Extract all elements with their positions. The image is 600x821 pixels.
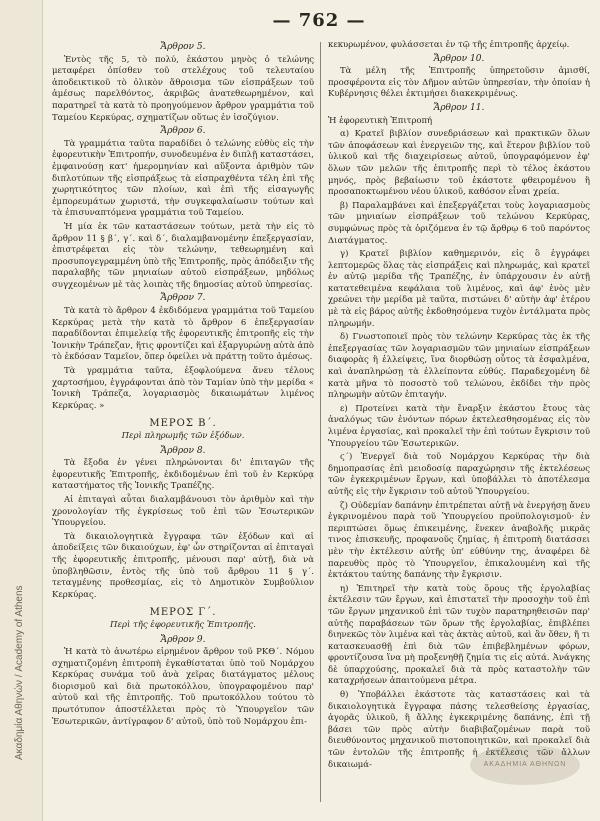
paragraph: γ) Κρατεῖ βιβλίον καθημερινόν, εἰς ὃ ἐγγράφει λεπτομερῶς ὅλας τὰς εἰσπράξεις καὶ πληρωμάς, καὶ κρατεῖ ἐν αὐτῷ μερίδα τῆς Τραπέζης, ἐν ὑπάρχουσιν ἐν αὐτῇ κατατεθειμένα κεφάλαια τοῦ λιμένος, καὶ ἀφ' ἑνὸς μὲν χρεώνει τὴν μερίδα μὲ ταῦτα, πιστώνει δ' αὐτὴν ἀφ' ἑτέρου μὲ τὰ εἰς βάρος αὐτῆς ἐκδοθησόμενα τυχὸν ἐντάλματα πρὸς πληρωμήν. (328, 249, 590, 329)
column-divider (320, 42, 321, 802)
article-heading: Ἄρθρον 8. (160, 445, 206, 456)
article-heading: Ἄρθρον 9. (160, 634, 206, 645)
article-heading: Ἄρθρον 6. (160, 126, 206, 137)
paragraph: Τὰ ἔξοδα ἐν γένει πληρώνονται δι' ἐπιταγῶν τῆς ἐφορευτικῆς Ἐπιτροπῆς, ἐκδιδομένων ἐπὶ τοῦ ἐν Κερκύρᾳ καταστήματος τῆς Ἰονικῆς Τραπέζης. (52, 458, 314, 492)
paragraph: δ) Γνωστοποιεῖ πρὸς τὸν τελώνην Κερκύρας τὰς ἐκ τῆς ἐπεξεργασίας τῶν λογαριασμῶν τῶν μηνιαίων εἰσπράξεων διαφορὰς ἢ ἐλλείψεις, ἵνα διορθώσῃ οὗτος τὰ ἐσφαλμένα, καὶ ἀναπληρώσῃ τὰ ἐλλείποντα εὐθύς. Παραδεχομένη δὲ κατὰ μῆνα τὸ ποσοστὸ τοῦ τελώνου, ἐκδίδει τὴν πρὸς πληρωμὴν αὐτῶν ἐπιταγήν. (328, 332, 590, 401)
paragraph: Τὰ μέλη τῆς Ἐπιτροπῆς ὑπηρετοῦσιν ἀμισθί, προσφέροντα εἰς τὸν Δῆμον αὐτῶν ὑπηρεσίαν, τὴν ὁποίαν ἡ Κυβέρνησις θέλει ἐκτιμήσει διακεκριμένως. (328, 66, 590, 100)
paragraph: ϛ΄) Ἐνεργεῖ διὰ τοῦ Νομάρχου Κερκύρας τὴν διὰ δημοπρασίας ἐπὶ μειοδοσίᾳ παραχώρησιν τῆς ἐκτελέσεως τῶν ἐγκεκριμένων ἔργων, καὶ ὑποβάλλει τὸ ἀποτέλεσμα αὐτῆς εἰς τὴν ἔγκρισιν τοῦ αὐτοῦ Ὑπουργείου. (328, 452, 590, 497)
library-stamp: ΑΚΑΔΗΜΙΑ ΑΘΗΝΩΝ (470, 745, 580, 785)
paragraph: Τὰ δικαιολογητικὰ ἔγγραφα τῶν ἐξόδων καὶ αἱ ἀποδείξεις τῶν δικαιούχων, ἐφ' ὧν στηρίζονται αἱ ἐπιταγαὶ τῆς ἐφορευτικῆς ἐπιτροπῆς, μένουσι παρ' αὐτῇ, διὰ νὰ ὑποβληθῶσιν, ἐντὸς τῆς ὑπὸ τοῦ ἄρθρου 11 § γ΄. τεταγμένης προθεσμίας, εἰς τὸ Δημοτικὸν Συμβούλιον Κερκύρας. (52, 531, 314, 600)
article-heading: Ἄρθρον 7. (160, 293, 206, 304)
section-subtitle: Περὶ τῆς ἐφορευτικῆς Ἐπιτροπῆς. (110, 619, 256, 630)
page-number: — 762 — (272, 10, 366, 31)
lead-paragraph: Ἡ ἐφορευτικὴ Ἐπιτροπή (328, 115, 433, 126)
article-heading: Ἄρθρον 5. (160, 42, 206, 52)
part-heading: ΜΕΡΟΣ Γ΄. (149, 607, 217, 619)
paragraph: Αἱ ἐπιταγαὶ αὗται διαλαμβάνουσι τὸν ἀριθμὸν καὶ τὴν χρονολογίαν τῆς ἐγκρίσεως τοῦ ἐπὶ τῶν Ἐσωτερικῶν Ὑπουργείου. (52, 494, 314, 529)
paragraph: Ἐντὸς τῆς 5, τὸ πολύ, ἑκάστου μηνὸς ὁ τελώνης μεταφέρει ὀπίσθεν τοῦ στελέχους τοῦ τελευταίου ἀποδεικτικοῦ τὸ ὁλικὸν ἄθροισμα τῶν εἰσπράξεων τοῦ ἀμέσως παρελθόντος, ἀκριβῶς ἀνατεθεωρημένον, καὶ παρατηρεῖ τὰ κατὰ τὸ προηγούμενον ἄρθρον γραμμάτια τοῦ Ταμείου Κερκύρας, σχηματίζων οὕτως ἐν ἰσοζύγιον. (52, 54, 314, 123)
paragraph: η) Ἐπιτηρεῖ τὴν κατὰ τοὺς ὅρους τῆς ἐργολαβίας ἐκτέλεσιν τῶν ἔργων, καὶ ἐπιστατεῖ τὴν προσοχὴν τοῦ ἐπὶ τῶν ἔργων μηχανικοῦ ἐπὶ τῶν τυχὸν παρατηρηθεισῶν παρ' αὐτῆς παραβάσεων τῶν ὅρων τῆς ἐργολαβίας, ἐπιβλέπει διηνεκῶς τὸν λιμένα καὶ τὰς ἀκτὰς αὐτοῦ, καὶ ἂν ὅθεν, ἤ τι κατασκευασθῇ ἐπὶ διὰ τῶν ἐπιβεβλημένων φόρων, φροντίζουσα ἵνα μὴ προξενηθῇ ζημία τις εἰς αὐτά. Ἀνάγκης δὲ ὑπαρχούσης, προκαλεῖ διὰ τὰ πρὸς καταστολὴν τῶν καταχρήσεων ἀπαιτούμενα μέτρα. (328, 583, 590, 687)
paragraph: Ἡ κατὰ τὸ ἀνωτέρω εἰρημένον ἄρθρον τοῦ ΡΚΘ΄. Νόμου σχηματιζομένη ἐπιτροπὴ ἐγκαθίσταται ὑπὸ τοῦ Νομάρχου Κερκύρας συνάμα τοῦ ἀνὰ χεῖρας διατάγματος μέλους διορισμοῦ καὶ διὰ πρωτοκόλλου, ὑπογραφομένου παρ' αὐτοῦ καὶ τῆς ἐπιτροπῆς. Τοῦ πρωτοκόλλου τούτου τὸ πρωτότυπον ἀποστέλλεται πρὸς τὸ Ὑπουργεῖον τῶν Ἐσωτερικῶν, ἀντίγραφον δ' αὐτοῦ, ὑπὸ τοῦ Νομάρχου ἐπι- (52, 647, 314, 727)
paragraph: Τὰ γραμμάτια ταῦτα, ἐξοφλούμενα ἄνευ τέλους χαρτοσήμου, ἐγγράφονται ἀπὸ τὸν Ταμίαν ὑπὸ τὴν μερίδα « Ἰονικὴ Τράπεζα, λογαριασμὸς δικαιωμάτων λιμένος Κερκύρας. » (52, 366, 314, 411)
archive-side-label: Ακαδημία Αθηνών / Academy of Athens (14, 585, 25, 760)
left-column (52, 40, 314, 810)
paragraph: Τὰ γραμμάτια ταῦτα παραδίδει ὁ τελώνης εὐθὺς εἰς τὴν ἐφορευτικὴν Ἐπιτροπήν, συνοδευμένα ἐν διπλῇ καταστάσει, ἐμφαινούσῃ κατ' ἡμερομηνίαν καὶ αὔξοντα ἀριθμὸν τῶν διπλοτύπων τῆς εἰσπράξεως τὰ εἰσπραχθέντα τέλη ἐπὶ τῆς χωρητικότητος τῶν πλοίων, καὶ ἐπὶ τῆς εἰσαγωγῆς ἐμπορευμάτων χωριστά, τὴν συγκεφαλαίωσιν τούτων καὶ τὰ ἐπισυναπτόμενα γραμμάτια τοῦ Ταμείου. (52, 138, 314, 219)
section-subtitle: Περὶ πληρωμῆς τῶν ἐξόδων. (121, 431, 245, 441)
lead-paragraph: κεκυρωμένον, φυλάσσεται ἐν τῷ τῆς ἐπιτροπῆς ἀρχείῳ. (328, 40, 570, 50)
paragraph: ε) Προτείνει κατὰ τὴν ἔναρξιν ἑκάστου ἔτους τὰς ἀναλόγως τῶν ἐνόντων πόρων ἐκτελεσθησομένας εἰς τὸν λιμένα ἐργασίας, καὶ προκαλεῖ τὴν ἐπὶ τούτων ἔγκρισιν τοῦ Ὑπουργείου τῶν Ἐσωτερικῶν. (328, 403, 590, 449)
paragraph: ζ) Οὐδεμίαν δαπάνην ἐπιτρέπεται αὐτῇ νὰ ἐνεργήσῃ ἄνευ ἐγκρινομένου παρὰ τοῦ Ὑπουργείου προϋπολογισμοῦ· ἐν περιπτώσει ὅμως ἐπικειμένης, ἕνεκεν ἀναβολῆς μικρᾶς τινος ἐπισκευῆς, προφανοῦς ζημίας, ἡ ἐπιτροπὴ διατάσσει μὲν τὴν ἐκτέλεσιν αὐτῆς ὑπ' εὐθύνην της, ἀναφέρει δὲ παρευθὺς πρὸς τὸ Ὑπουργεῖον, ἐπικαλουμένη καὶ τῆς ἐκτάκτου ταύτης δαπάνης τὴν ἔγκρισιν. (328, 500, 590, 581)
article-heading: Ἄρθρον 10. (433, 53, 485, 64)
part-heading: ΜΕΡΟΣ Β΄. (149, 418, 217, 430)
paragraph: α) Κρατεῖ βιβλίον συνεδριάσεων καὶ πρακτικῶν ὅλων τῶν ἀποφάσεων καὶ ἐνεργειῶν της, καὶ ἕτερον βιβλίον τοῦ ὑλικοῦ καὶ τῆς διαχειρίσεως αὐτοῦ, ὑπογραφόμενον ἐφ' ὅλων τῶν μελῶν τῆς ἐπιτροπῆς περὶ τὸ τέλος ἑκάστου μηνός, πρὸς βεβαίωσιν τοῦ ἑκάστοτε φθειρομένου ἢ προσαποκτωμένου νέου ὑλικοῦ, καθόσον εἶναι χρεία. (328, 129, 590, 198)
paragraph: θ) Ὑποβάλλει ἑκάστοτε τὰς καταστάσεις καὶ τὰ δικαιολογητικὰ ἔγγραφα πάσης τελεσθείσης ἐργασίας, ἀγορᾶς ὑλικοῦ, ἢ ἄλλης ἐγκεκριμένης δαπάνης, ἐπὶ τῇ βάσει τῶν πρὸς αὐτὴν διαβιβαζομένων παρὰ τοῦ διευθύνοντος μηχανικοῦ πιστοποιητικῶν, καὶ προκαλεῖ διὰ τῶν ἐντολῶν τῆς ἐπιτροπῆς ἡ ἐκτέλεσις τῶν ἄλλων δικαιωμά- (328, 690, 590, 770)
paragraph: Ἡ μία ἐκ τῶν καταστάσεων τούτων, μετὰ τὴν εἰς τὸ ἄρθρον 11 § β΄, γ΄. καὶ δ΄, διαλαμβανομένην ἐπεξεργασίαν, ἐπιστρέφεται εἰς τὸν τελώνην, τεθεωρημένη καὶ προσυπογεγραμμένη ὑπὸ τῆς Ἐπιτροπῆς, πρὸς ἀπόδειξιν τῆς παραλαβῆς τῶν μηνιαίων αὐτοῦ εἰσπράξεων, μηδόλως συγχεομένων μὲ τὰς λοιπὰς τῆς δημοσίας αὐτοῦ ὑπηρεσίας. (52, 221, 314, 290)
document-page (46, 10, 592, 810)
article-heading: Ἄρθρον 11. (433, 102, 485, 113)
paragraph: β) Παραλαμβάνει καὶ ἐπεξεργάζεται τοὺς λογαριασμοὺς τῶν μηνιαίων εἰσπράξεων τοῦ τελώνου Κερκύρας, συμφώνως πρὸς τὰ ὁριζόμενα ἐν τῷ ἄρθρῳ 6 τοῦ παρόντος Διατάγματος. (328, 200, 590, 246)
right-column (328, 40, 590, 810)
paragraph: Τὰ κατὰ τὸ ἄρθρον 4 ἐκδιδόμενα γραμμάτια τοῦ Ταμείου Κερκύρας μετὰ τὴν κατὰ τὸ ἄρθρον 6 ἐπεξεργασίαν παραδίδονται ἐπιμελείᾳ τῆς ἐφορευτικῆς ἐπιτροπῆς εἰς τὴν Ἰονικὴν Τράπεζαν, ἥτις φροντίζει καὶ ἐξαργυρώνῃ αὐτὰ ἀπὸ τὸ ἐκδόσαν Ταμεῖον, ὅπερ ὀφείλει νὰ πράττῃ τοῦτο ἀμέσως. (52, 306, 314, 363)
